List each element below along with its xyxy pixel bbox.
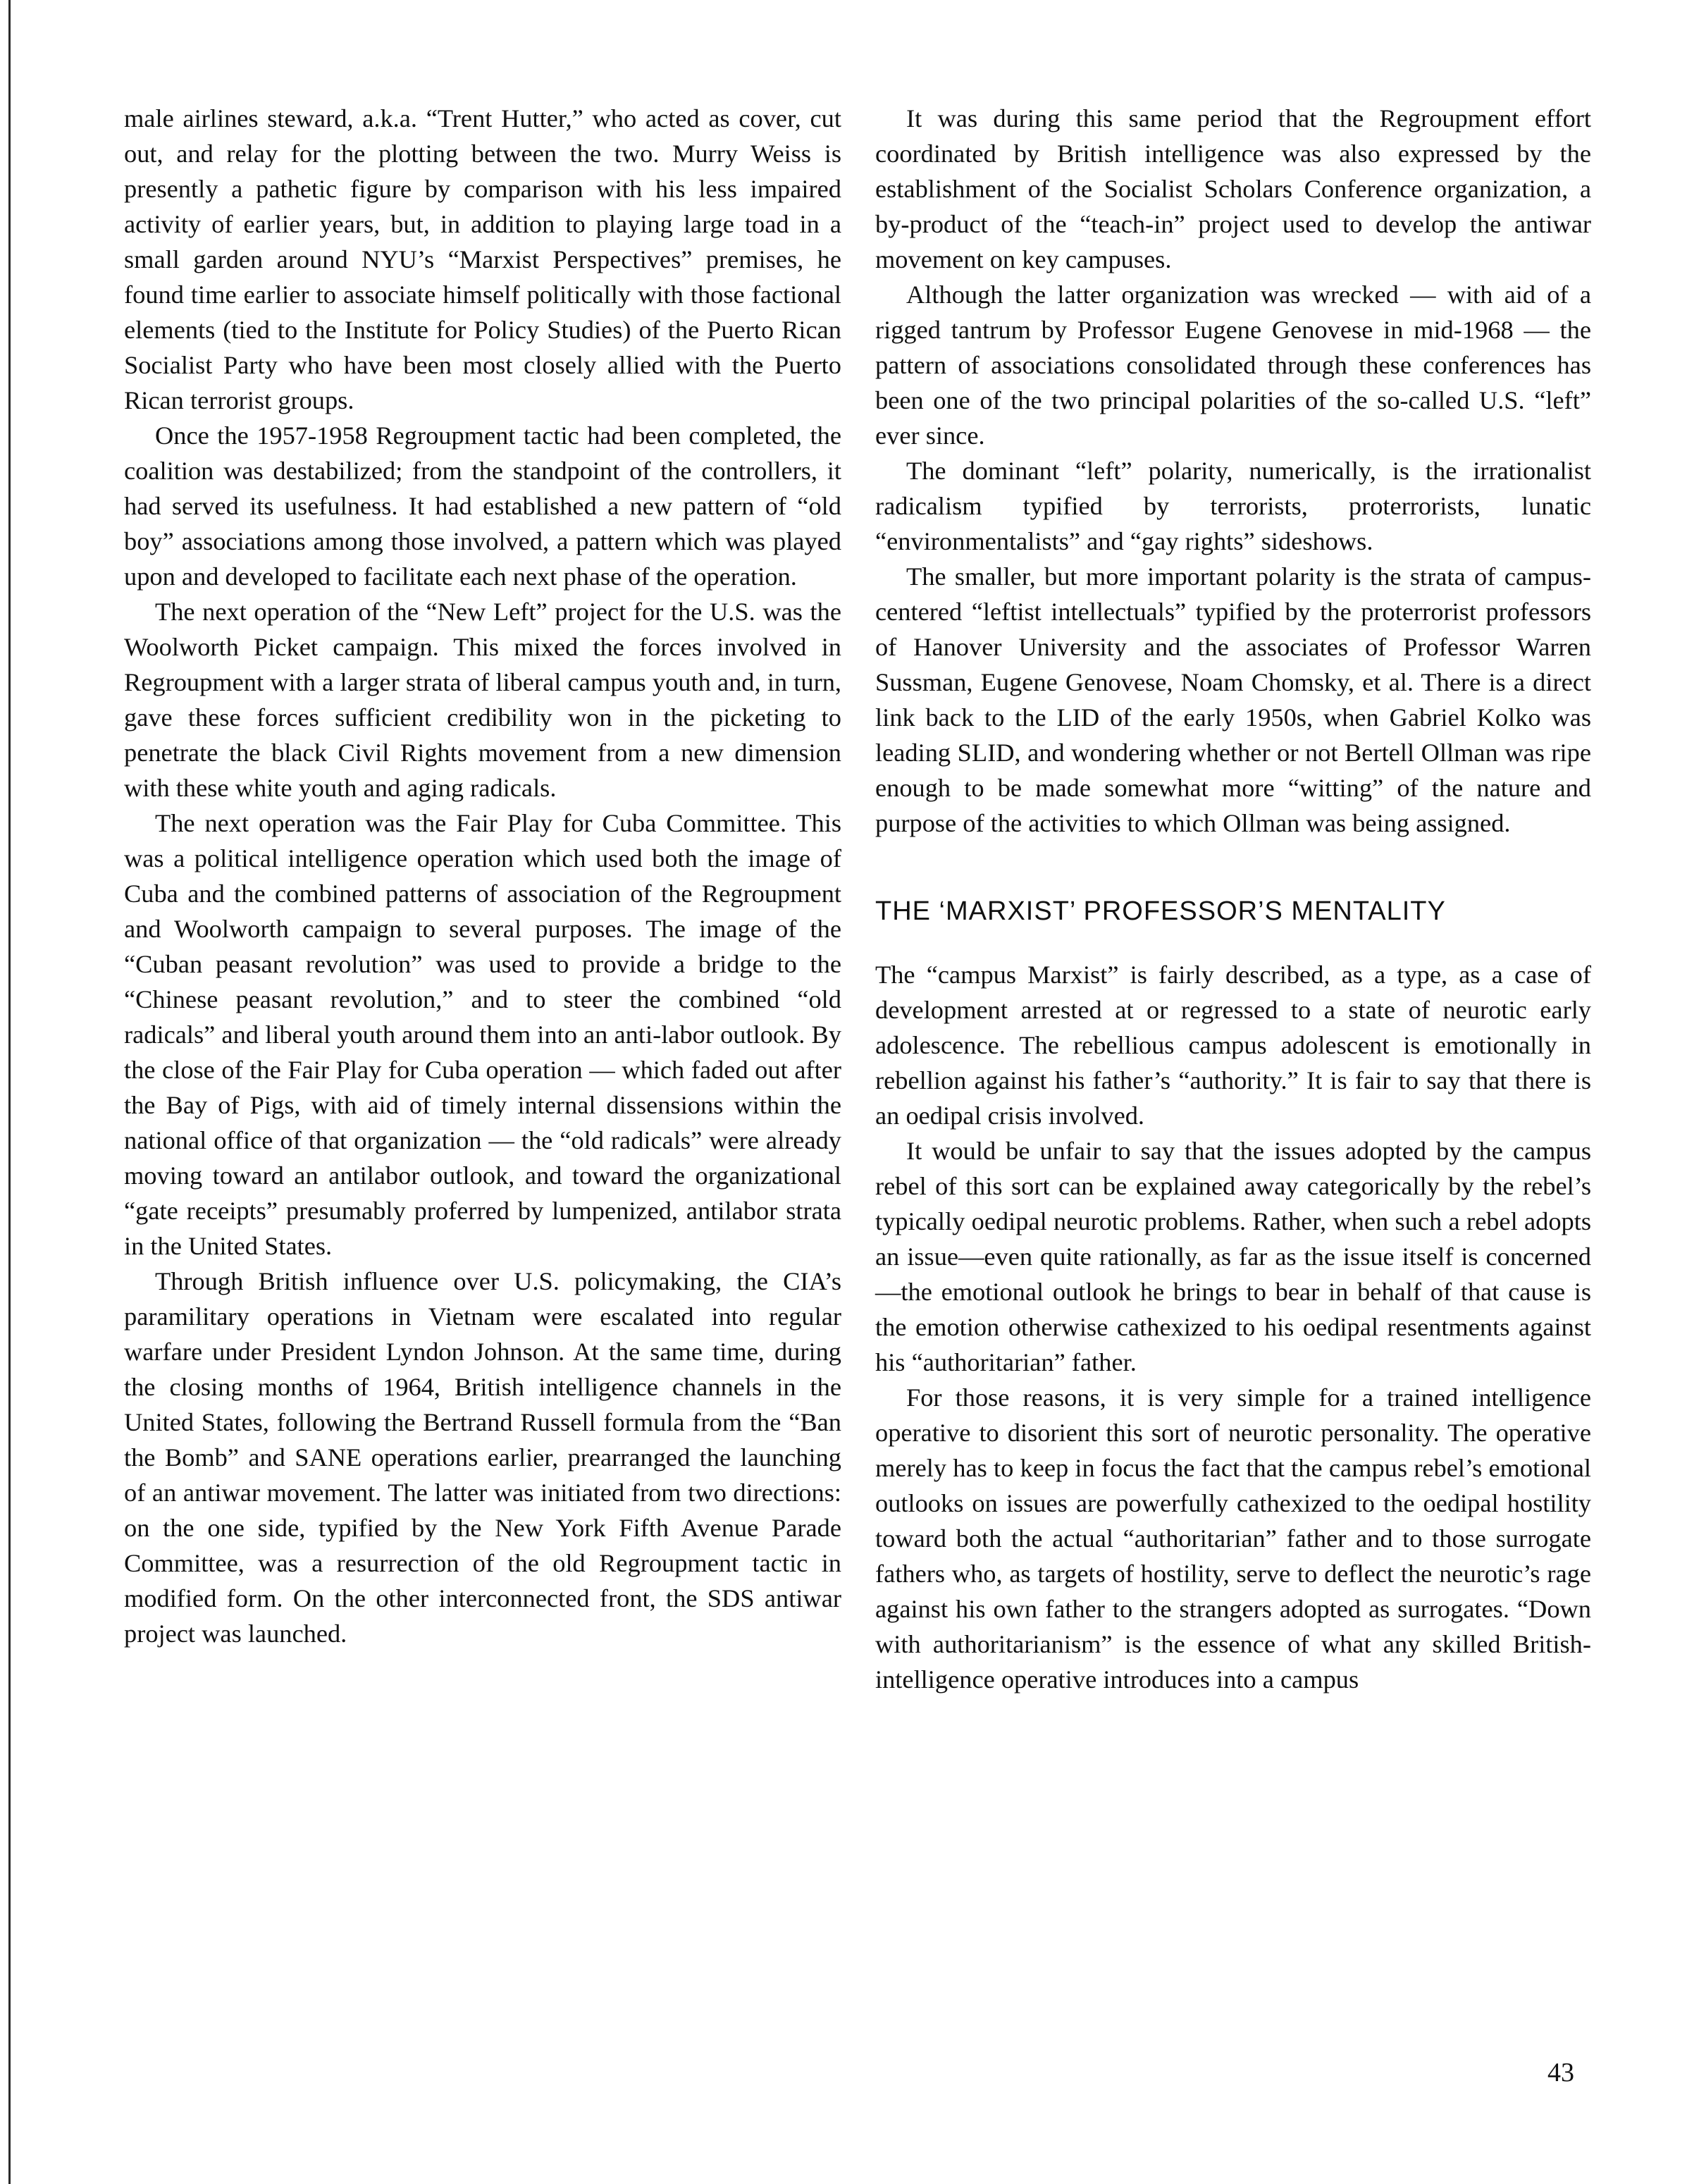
body-paragraph: The next operation was the Fair Play for Cuba Committee. This was a political intelligence operation which used both the image of Cuba and the combined patterns of association of the Regroupment and Woolworth campaign to several purposes. The image of the “Cuban peasant revolution” was used to provide a bridge to the “Chinese peasant revolution,” and to steer the combined “old radicals” and liberal youth around them into an anti-labor outlook. By the close of the Fair Play for Cuba operation — which faded out after the Bay of Pigs, with aid of timely internal dissensions within the national office of that organization — the “old radicals” were already moving toward an antilabor outlook, and toward the organizational “gate receipts” presumably proferred by lumpenized, antilabor strata in the United States.	[124, 809, 841, 1260]
page-number: 43	[1547, 2058, 1574, 2087]
body-paragraph: The smaller, but more important polarity is the strata of campus-centered “leftist intellectuals” typified by the proterrorist professors of Hanover University and the associates of Professor Warren Sussman, Eugene Genovese, Noam Chomsky, et al. There is a direct link back to the LID of the early 1950s, when Gabriel Kolko was leading SLID, and wondering whether or not Bertell Ollman was ripe enough to be made somewhat more “witting” of the nature and purpose of the activities to which Ollman was being assigned.	[875, 562, 1591, 837]
body-paragraph: The dominant “left” polarity, numerically, is the irrationalist radicalism typified by terrorists, proterrorists, lunatic “environmentalists” and “gay rights” sideshows.	[875, 457, 1591, 555]
body-paragraph: The next operation of the “New Left” project for the U.S. was the Woolworth Picket campaign. This mixed the forces involved in Regroupment with a larger strata of liberal campus youth and, in turn, gave these forces sufficient credibility won in the picketing to penetrate the black Civil Rights movement from a new dimension with these white youth and aging radicals.	[124, 598, 841, 802]
body-paragraph: Once the 1957-1958 Regroupment tactic had been completed, the coalition was destabilized; from the standpoint of the controllers, it had served its usefulness. It had established a new pattern of “old boy” associations among those involved, a pattern which was played upon and developed to facilitate each next phase of the operation.	[124, 421, 841, 591]
body-paragraph: Through British influence over U.S. policymaking, the CIA’s paramilitary operations in Vietnam were escalated into regular warfare under President Lyndon Johnson. At the same time, during the closing months of 1964, British intelligence channels in the United States, following the Bertrand Russell formula from the “Ban the Bomb” and SANE operations earlier, prearranged the launching of an antiwar movement. The latter was initiated from two directions: on the one side, typified by the New York Fifth Avenue Parade Committee, was a resurrection of the old Regroupment tactic in modified form. On the other interconnected front, the SDS antiwar project was launched.	[124, 1267, 841, 1648]
section-heading: THE ‘MARXIST’ PROFESSOR’S MENTALITY	[875, 896, 1446, 926]
right-text-column	[875, 101, 1591, 1697]
body-paragraph: male airlines steward, a.k.a. “Trent Hutter,” who acted as cover, cut out, and relay for the plotting between the two. Murry Weiss is presently a pathetic figure by comparison with his less impaired activity of earlier years, but, in addition to playing large toad in a small garden around NYU’s “Marxist Perspectives” premises, he found time earlier to associate himself politically with those factional elements (tied to the Institute for Policy Studies) of the Puerto Rican Socialist Party who have been most closely allied with the Puerto Rican terrorist groups.	[124, 104, 841, 414]
scan-edge-line	[8, 0, 11, 2184]
body-paragraph: Although the latter organization was wrecked — with aid of a rigged tantrum by Professor Eugene Genovese in mid-1968 — the pattern of associations consolidated through these conferences has been one of the two principal polarities of the so-called U.S. “left” ever since.	[875, 280, 1591, 450]
body-paragraph: It was during this same period that the Regroupment effort coordinated by British intelligence was also expressed by the establishment of the Socialist Scholars Conference organization, a by-product of the “teach-in” project used to develop the antiwar movement on key campuses.	[875, 104, 1591, 273]
body-paragraph: It would be unfair to say that the issues adopted by the campus rebel of this sort can be explained away categorically by the rebel’s typically oedipal neurotic problems. Rather, when such a rebel adopts an issue—even quite rationally, as far as the issue itself is concerned—the emotional outlook he brings to bear in behalf of that cause is the emotion otherwise cathexized to his oedipal resentments against his “authoritarian” father.	[875, 1137, 1591, 1376]
body-paragraph: For those reasons, it is very simple for a trained intelligence operative to disorient this sort of neurotic personality. The operative merely has to keep in focus the fact that the campus rebel’s emotional outlooks on issues are powerfully cathexized to the oedipal hostility toward both the actual “authoritarian” father and to those surrogate fathers who, as targets of hostility, serve to deflect the neurotic’s rage against his own father to the strangers adopted as surrogates. “Down with authoritarianism” is the essence of what any skilled British-intelligence operative introduces into a campus	[875, 1383, 1591, 1693]
left-text-column	[124, 101, 841, 1651]
body-paragraph: The “campus Marxist” is fairly described, as a type, as a case of development arrested at or regressed to a state of neurotic early adolescence. The rebellious campus adolescent is emotionally in rebellion against his father’s “authority.” It is fair to say that there is an oedipal crisis involved.	[875, 961, 1591, 1130]
